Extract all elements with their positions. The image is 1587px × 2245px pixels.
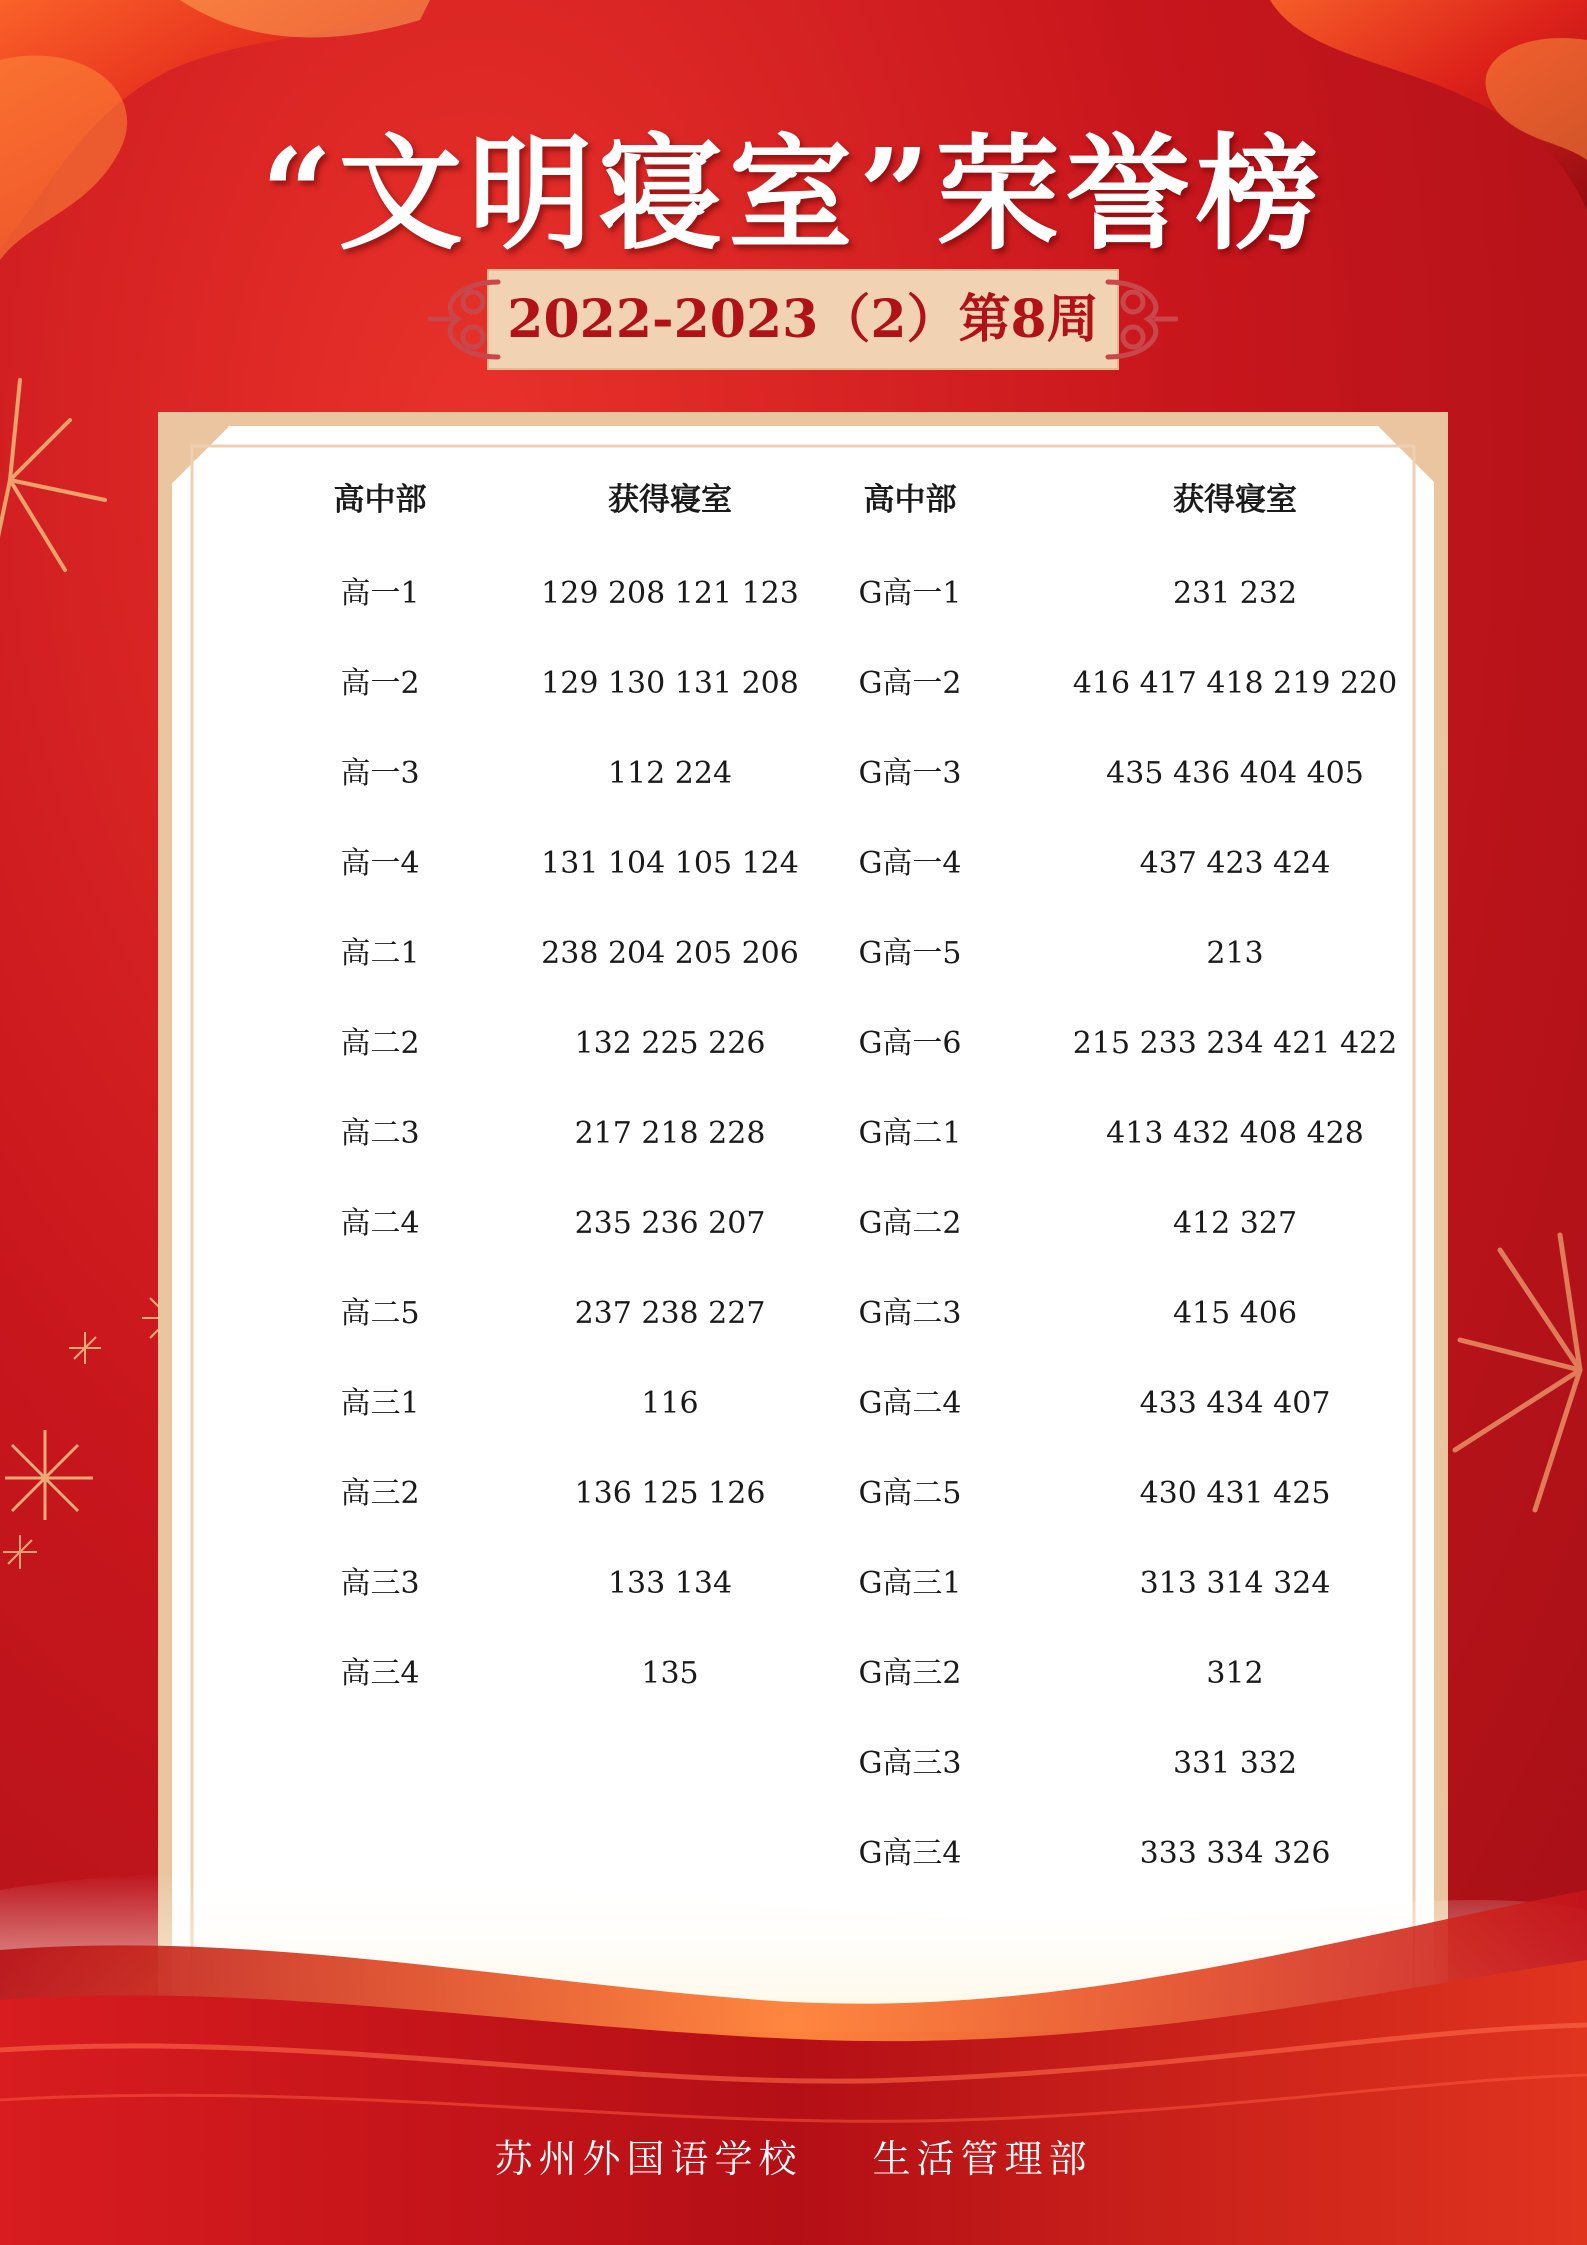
room-list: 133 134	[607, 1566, 733, 1601]
class-name: G高一4	[858, 846, 962, 881]
subtitle-week: 2022-2023（2）第8周	[507, 289, 1099, 350]
class-name: 高一4	[340, 846, 420, 881]
table-row	[190, 1374, 1400, 1434]
class-name: 高一1	[340, 576, 420, 611]
room-list: 132 225 226	[574, 1026, 766, 1061]
room-list: 217 218 228	[574, 1116, 766, 1151]
class-name: G高一2	[858, 666, 962, 701]
firework-right	[1455, 1235, 1580, 1510]
table-header-row	[190, 470, 1400, 530]
class-name: 高三1	[340, 1386, 420, 1421]
table-row	[190, 1194, 1400, 1254]
class-name: 高一3	[340, 756, 420, 791]
table-row	[190, 1104, 1400, 1164]
class-name: G高三3	[858, 1746, 962, 1781]
class-name: G高一5	[858, 936, 962, 971]
class-name: G高一3	[858, 756, 962, 791]
class-name: G高一6	[858, 1026, 962, 1061]
room-list: 413 432 408 428	[1106, 1116, 1364, 1151]
class-name: 高三3	[340, 1566, 420, 1601]
poster-title: “文明寝室”荣誉榜	[261, 122, 1326, 267]
class-name: G高二5	[858, 1476, 962, 1511]
class-name: 高三4	[340, 1656, 420, 1691]
class-name: G高一1	[858, 576, 962, 611]
firework-left	[0, 380, 105, 575]
room-list: 416 417 418 219 220	[1072, 666, 1398, 701]
table-row	[190, 744, 1400, 804]
table-row	[190, 1464, 1400, 1524]
room-list: 235 236 207	[574, 1206, 766, 1241]
class-name: G高二3	[858, 1296, 962, 1331]
class-name: 高三2	[340, 1476, 420, 1511]
room-list: 415 406	[1172, 1296, 1298, 1331]
table-row	[190, 834, 1400, 894]
table-row	[190, 1014, 1400, 1074]
class-name: G高二1	[858, 1116, 962, 1151]
class-name: G高二4	[858, 1386, 962, 1421]
table-row	[190, 654, 1400, 714]
room-list: 129 130 131 208	[541, 666, 799, 701]
footer-credit	[0, 2128, 1587, 2183]
room-list: 131 104 105 124	[541, 846, 799, 881]
room-list: 412 327	[1172, 1206, 1298, 1241]
room-list: 135	[641, 1656, 699, 1691]
spark-small-2	[69, 1332, 101, 1364]
class-name: 高一2	[340, 666, 420, 701]
footer-dept: 生活管理部	[872, 2137, 1093, 2181]
class-name: 高二2	[340, 1026, 420, 1061]
table-row	[190, 1734, 1400, 1794]
spark-small-3	[5, 1430, 93, 1520]
class-name: G高三2	[858, 1656, 962, 1691]
room-list: 435 436 404 405	[1106, 756, 1364, 791]
room-list: 112 224	[607, 756, 733, 791]
footer-silk	[0, 1850, 1587, 2245]
table-row	[190, 924, 1400, 984]
header-right-dept: 高中部	[863, 482, 957, 518]
class-name: G高二2	[858, 1206, 962, 1241]
table-row	[190, 1284, 1400, 1344]
header-left-rooms: 获得寝室	[608, 482, 732, 518]
room-list: 215 233 234 421 422	[1072, 1026, 1398, 1061]
room-list: 333 334 326	[1139, 1836, 1331, 1871]
header-left-dept: 高中部	[333, 482, 427, 518]
class-name: 高二5	[340, 1296, 420, 1331]
room-list: 437 423 424	[1139, 846, 1331, 881]
room-list: 136 125 126	[574, 1476, 766, 1511]
room-list: 312	[1206, 1656, 1264, 1691]
table-row	[190, 1554, 1400, 1614]
room-list: 213	[1206, 936, 1264, 971]
table-row	[190, 564, 1400, 624]
table-row	[190, 1644, 1400, 1704]
class-name: G高三1	[858, 1566, 962, 1601]
header-right-rooms: 获得寝室	[1173, 482, 1297, 518]
footer-school: 苏州外国语学校	[494, 2137, 803, 2181]
room-list: 116	[641, 1386, 699, 1421]
class-name: 高二1	[340, 936, 420, 971]
room-list: 129 208 121 123	[541, 576, 799, 611]
spark-small-4	[3, 1535, 37, 1569]
room-list: 331 332	[1172, 1746, 1298, 1781]
class-name: 高二4	[340, 1206, 420, 1241]
room-list: 237 238 227	[574, 1296, 766, 1331]
room-list: 313 314 324	[1139, 1566, 1331, 1601]
room-list: 238 204 205 206	[541, 936, 799, 971]
room-list: 231 232	[1172, 576, 1298, 611]
class-name: 高二3	[340, 1116, 420, 1151]
class-name: G高三4	[858, 1836, 962, 1871]
room-list: 430 431 425	[1139, 1476, 1331, 1511]
room-list: 433 434 407	[1139, 1386, 1331, 1421]
